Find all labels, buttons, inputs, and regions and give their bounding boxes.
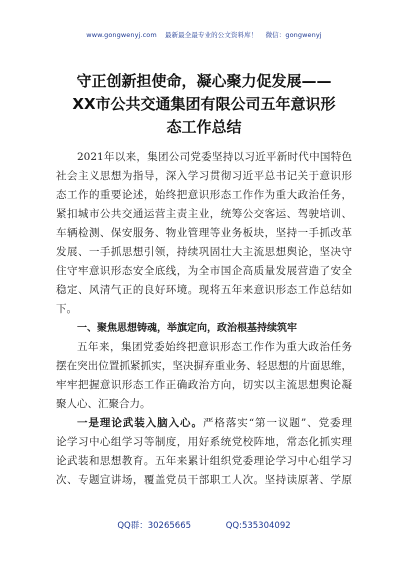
paragraph-1-line: 态工作的重要论述，始终把意识形态工作作为重大政治任务， (56, 189, 352, 201)
page-footer (0, 519, 408, 531)
document-title (56, 70, 352, 139)
paragraph-3-lead-rest: 严格落实“第一议题”、党委理 (202, 417, 352, 429)
footer-qq-group: QQ群：30265665 (117, 521, 192, 531)
paragraph-1-line: 发展、一手抓思想引领，持续巩固壮大主流思想舆论，坚决守 (56, 246, 352, 258)
paragraph-2-line: 五年来，集团党委始终把意识形态工作作为重大政治任务 (77, 341, 352, 353)
paragraph-1-line: 稳定、风清气正的良好环境。现将五年来意识形态工作总结如 (56, 284, 352, 296)
paragraph-3-line: 论武装和思想教育。五年来累计组织党委理论学习中心组学习 (56, 455, 352, 467)
header-site-link[interactable]: www.gongwenyj.com (86, 31, 157, 39)
paragraph-2-line: 摆在突出位置抓紧抓实，坚决摒弃重业务、轻思想的片面思维， (56, 360, 352, 372)
header-wechat: 微信：gongwenyj (265, 31, 322, 39)
title-line-3: 态工作总结 (166, 118, 242, 136)
title-line-1: 守正创新担使命，凝心聚力促发展—— (76, 72, 332, 90)
footer-qq: QQ:535304092 (225, 521, 291, 531)
title-line-2: XX市公共交通集团有限公司五年意识形 (72, 95, 336, 113)
header-slogan: 最新最全最专业的公文资料库！ (164, 31, 258, 39)
document-body (56, 148, 352, 490)
paragraph-3-line: 次、专题宣讲场，覆盖党员干部职工人次。坚持读原著、学原 (56, 474, 352, 486)
paragraph-3-lead: 一是理论武装入脑入心。 (77, 417, 203, 429)
paragraph-1-line: 社会主义思想为指导，深入学习贯彻习近平总书记关于意识形 (56, 170, 352, 182)
paragraph-3-line (56, 414, 352, 433)
section-heading-1: 一、聚焦思想铸魂，举旗定向，政治根基持续筑牢 (77, 323, 297, 334)
paragraph-1-line: 住守牢意识形态安全底线，为全市国企高质量发展营造了安全 (56, 265, 352, 277)
paragraph-1-line: 下。 (56, 303, 77, 315)
paragraph-2-line: 牢牢把握意识形态工作正确政治方向，切实以主流思想舆论凝 (56, 379, 352, 391)
paragraph-2-line: 聚人心、汇聚合力。 (56, 398, 151, 410)
page-header (0, 30, 408, 39)
paragraph-1-line: 车辆检测、保安服务、物业管理等业务板块，坚持一手抓改革 (56, 227, 352, 239)
paragraph-1-line: 2021年以来，集团公司党委坚持以习近平新时代中国特色 (77, 151, 352, 163)
paragraph-3-line: 论学习中心组学习等制度，用好系统党校阵地，常态化抓实理 (56, 436, 352, 448)
paragraph-1-line: 紧扣城市公共交通运营主责主业，统筹公交客运、驾驶培训、 (56, 208, 352, 220)
